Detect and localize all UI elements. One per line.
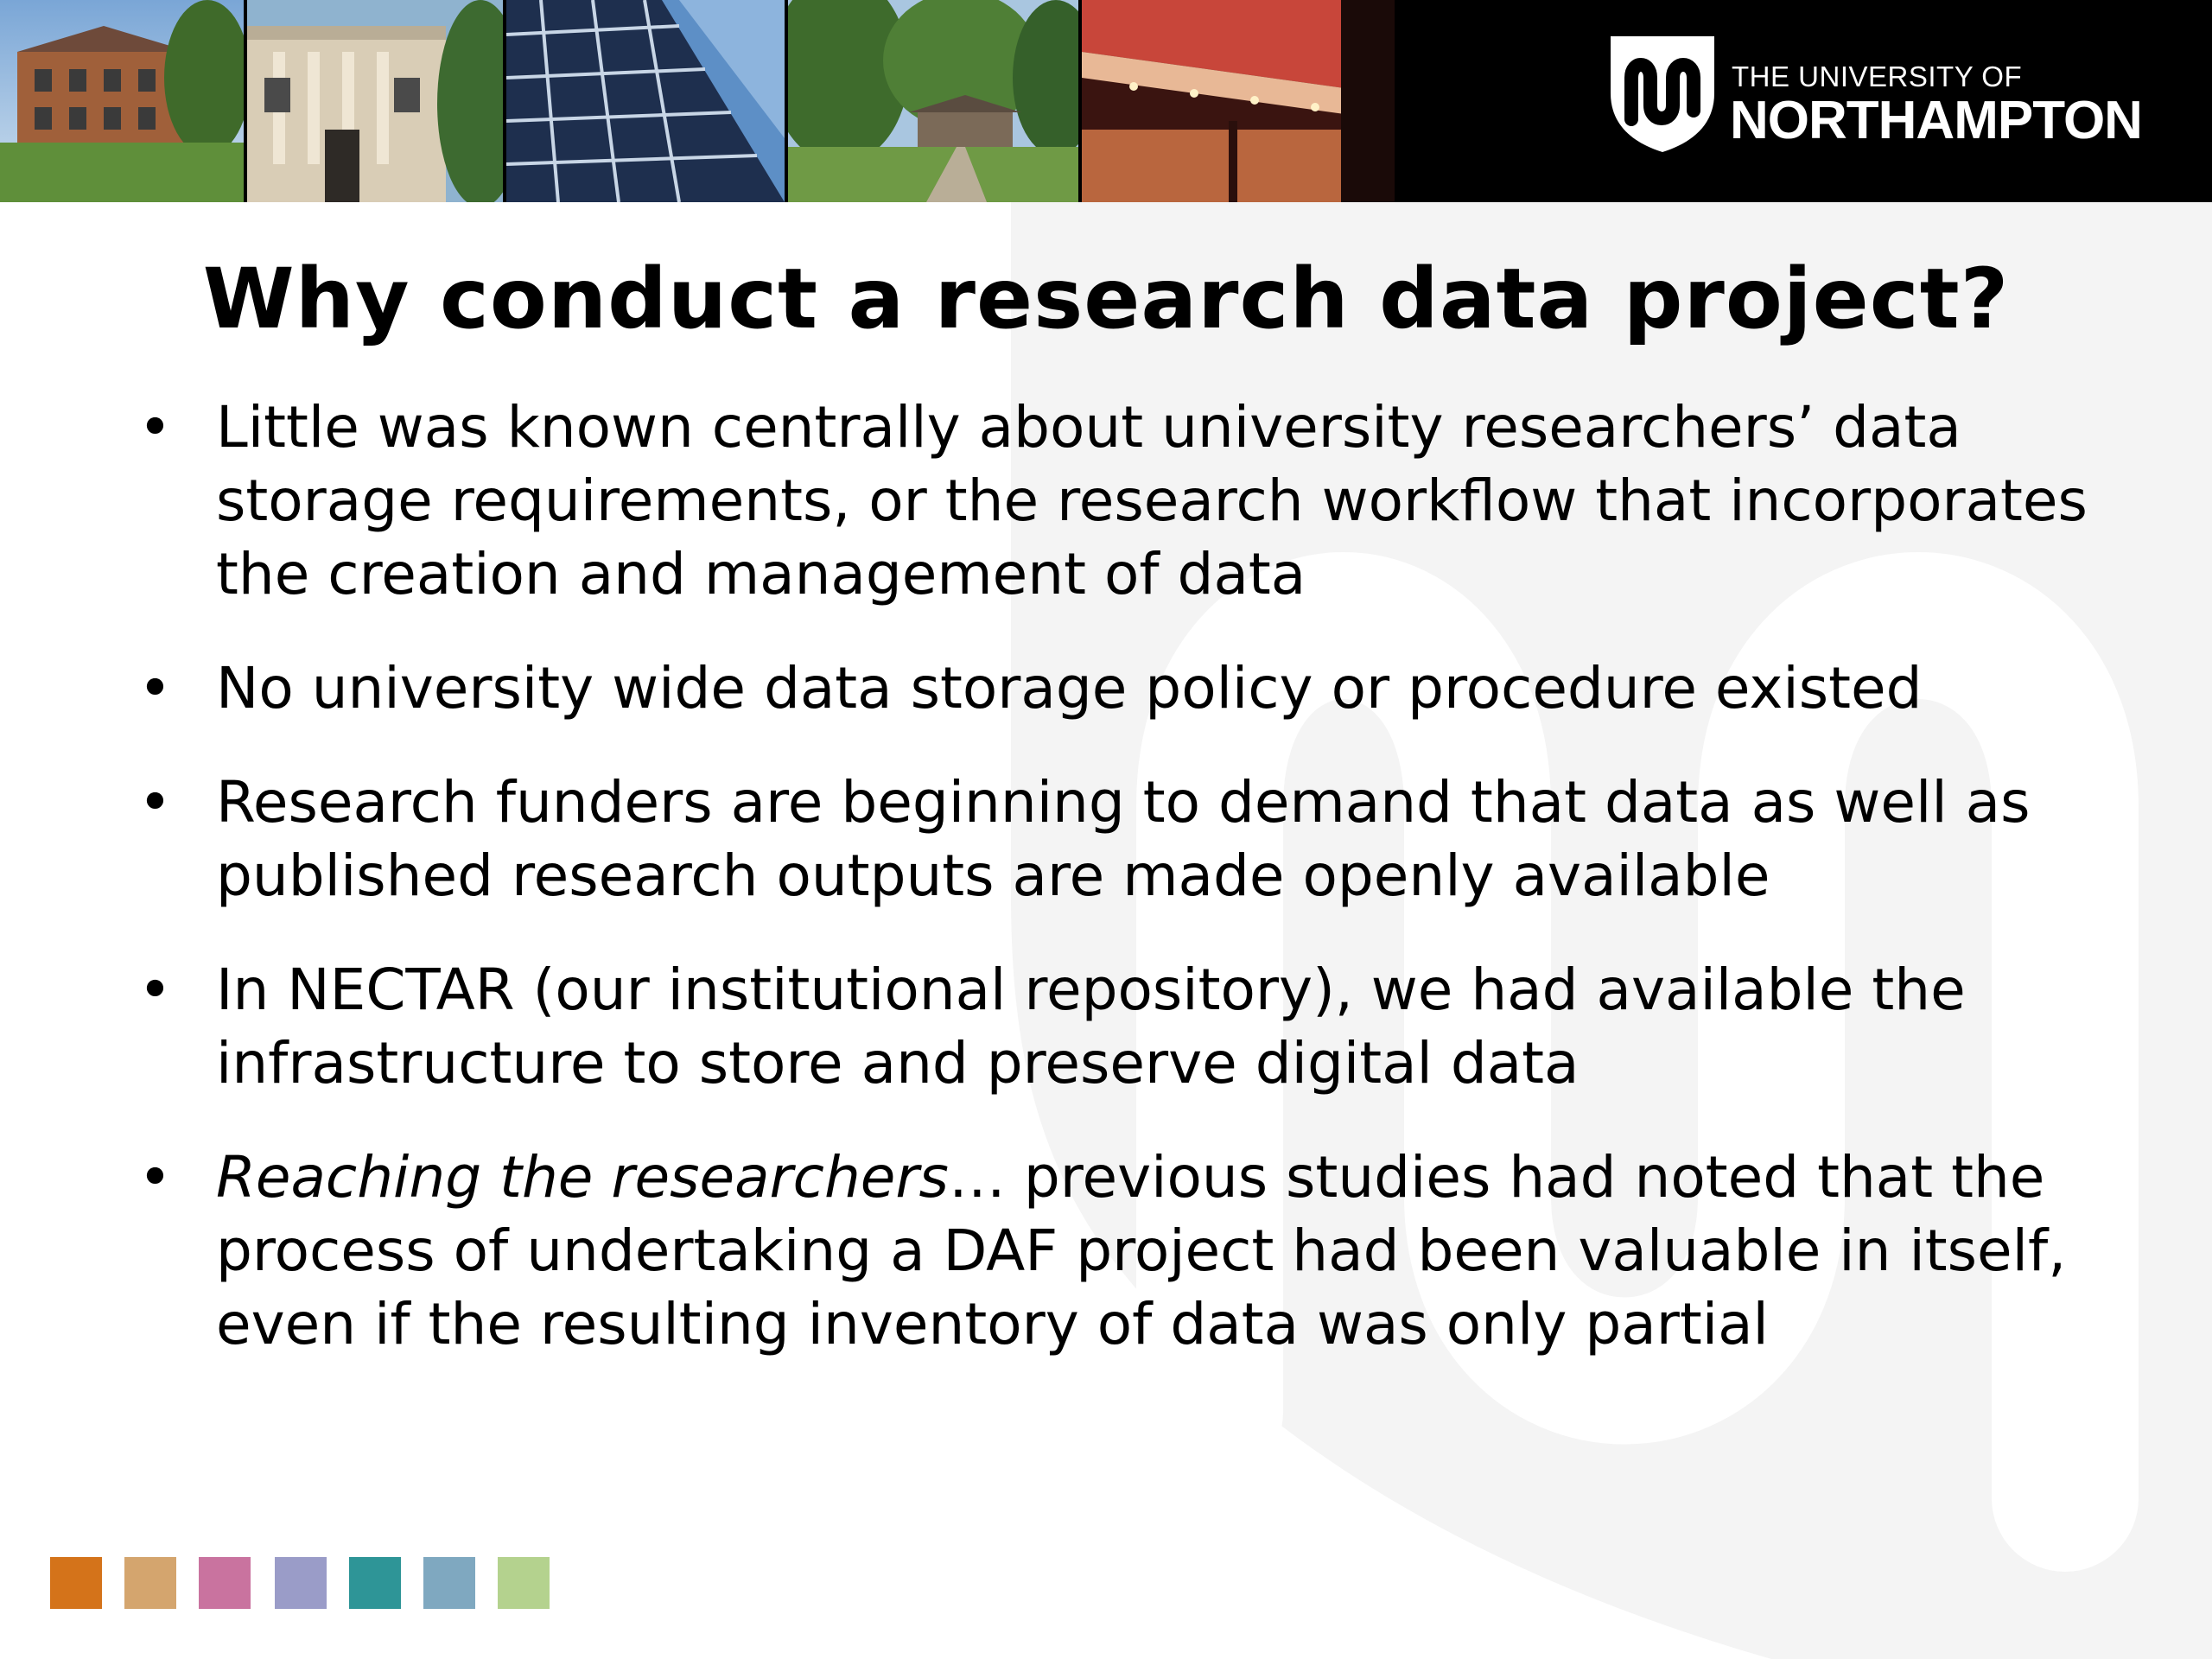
campus-photo-stone-building bbox=[247, 0, 503, 202]
university-logo bbox=[1605, 33, 2150, 162]
bullet-italic-lead: Reaching the researchers bbox=[216, 1144, 949, 1211]
color-square-3 bbox=[199, 1557, 251, 1609]
logo-text-northampton: NORTHAMPTON bbox=[1730, 91, 2142, 150]
bullet-item bbox=[130, 766, 2117, 912]
logo-text-university-of: THE UNIVERSITY OF bbox=[1732, 60, 2023, 92]
bullet-text: … previous studies had noted that the process of undertaking a DAF project had been valuable in itself, even if the resulting inventory of data was only partial bbox=[216, 1144, 2067, 1357]
bullet-list bbox=[130, 391, 2117, 1402]
bullet-text: Little was known centrally about university researchers’ data storage requirements, or the research workflow that incorporates the creation and management of data bbox=[216, 394, 2088, 607]
bullet-item bbox=[130, 652, 2117, 725]
bullet-glyph: • bbox=[138, 957, 172, 1023]
campus-photo-trees-path bbox=[788, 0, 1078, 202]
campus-photo-glass-building bbox=[506, 0, 785, 202]
bullet-glyph: • bbox=[138, 769, 172, 836]
color-square-5 bbox=[349, 1557, 401, 1609]
bullet-item bbox=[130, 391, 2117, 611]
bullet-glyph: • bbox=[138, 655, 172, 721]
shield-logo-icon bbox=[1605, 33, 1719, 154]
bullet-glyph: • bbox=[138, 1144, 172, 1211]
bullet-text: In NECTAR (our institutional repository), we had available the infrastructure to store and preserve digital data bbox=[216, 957, 1966, 1096]
color-square-2 bbox=[124, 1557, 176, 1609]
color-square-6 bbox=[423, 1557, 475, 1609]
color-square-7 bbox=[498, 1557, 550, 1609]
campus-photo-lit-canopy bbox=[1082, 0, 1395, 202]
color-square-1 bbox=[50, 1557, 102, 1609]
bullet-glyph: • bbox=[138, 394, 172, 461]
bullet-text: Research funders are beginning to demand that data as well as published research outputs are made openly available bbox=[216, 769, 2031, 909]
bullet-item bbox=[130, 1141, 2117, 1361]
campus-photo-brick-building bbox=[0, 0, 244, 202]
bullet-item bbox=[130, 953, 2117, 1100]
header-banner bbox=[0, 0, 2212, 202]
color-square-4 bbox=[275, 1557, 327, 1609]
slide-title: Why conduct a research data project? bbox=[202, 251, 2010, 347]
bullet-text: No university wide data storage policy or procedure existed bbox=[216, 655, 1923, 721]
